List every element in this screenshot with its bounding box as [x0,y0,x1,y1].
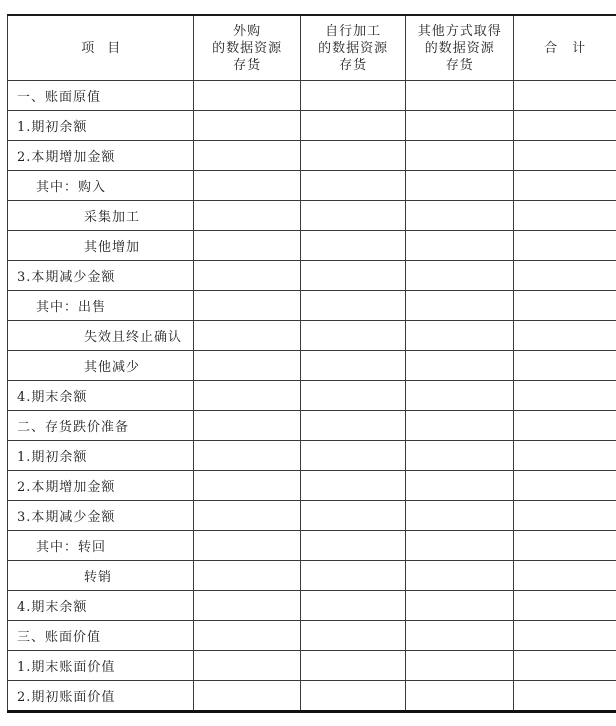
row-label: 其他减少 [8,351,194,381]
row-label: 其他增加 [8,231,194,261]
value-cell [194,81,300,111]
value-cell [300,351,405,381]
value-cell [514,381,616,411]
row-label: 转销 [8,561,194,591]
value-cell [514,231,616,261]
header-self-processed-line-2: 的数据资源 [318,40,389,56]
value-cell [194,651,300,681]
value-cell [300,591,405,621]
value-cell [194,471,300,501]
table-row [8,531,616,561]
value-cell [514,561,616,591]
value-cell [406,561,514,591]
value-cell [406,591,514,621]
row-label: 3.本期减少金额 [8,501,194,531]
table-row [8,351,616,381]
table-body [8,81,616,712]
header-purchased [194,15,300,81]
value-cell [514,351,616,381]
value-cell [406,681,514,712]
value-cell [300,171,405,201]
table-row [8,291,616,321]
header-other-acquired [406,15,514,81]
value-cell [194,111,300,141]
value-cell [194,441,300,471]
row-label: 失效且终止确认 [8,321,194,351]
value-cell [406,141,514,171]
data-resource-inventory-table [7,14,616,713]
table-row [8,231,616,261]
value-cell [194,561,300,591]
value-cell [514,141,616,171]
row-label: 3.本期减少金额 [8,261,194,291]
row-label: 采集加工 [8,201,194,231]
value-cell [300,111,405,141]
value-cell [300,321,405,351]
value-cell [300,81,405,111]
table-row [8,471,616,501]
value-cell [514,291,616,321]
table-row [8,441,616,471]
value-cell [194,351,300,381]
table-row [8,171,616,201]
value-cell [300,531,405,561]
value-cell [514,171,616,201]
value-cell [514,441,616,471]
row-label: 4.期末余额 [8,591,194,621]
row-label: 2.本期增加金额 [8,141,194,171]
value-cell [194,321,300,351]
value-cell [300,621,405,651]
value-cell [406,381,514,411]
header-total-text: 合 计 [544,40,587,56]
value-cell [406,231,514,261]
table-row [8,411,616,441]
value-cell [514,621,616,651]
value-cell [300,441,405,471]
header-self-processed-line-3: 存货 [339,57,368,73]
value-cell [300,141,405,171]
value-cell [514,651,616,681]
table-row [8,381,616,411]
row-label: 其中：转回 [8,531,194,561]
row-label: 其中：购入 [8,171,194,201]
table-row [8,261,616,291]
value-cell [514,201,616,231]
value-cell [514,111,616,141]
header-purchased-line-1: 外购 [233,23,262,39]
value-cell [514,81,616,111]
value-cell [514,501,616,531]
value-cell [194,411,300,441]
row-label: 三、账面价值 [8,621,194,651]
table-row [8,81,616,111]
table-row [8,591,616,621]
value-cell [406,291,514,321]
value-cell [300,231,405,261]
value-cell [194,591,300,621]
value-cell [194,231,300,261]
value-cell [406,441,514,471]
table-row [8,201,616,231]
row-label: 其中：出售 [8,291,194,321]
row-label: 1.期初余额 [8,441,194,471]
value-cell [406,651,514,681]
table-row [8,321,616,351]
value-cell [514,681,616,712]
table-row [8,501,616,531]
value-cell [514,471,616,501]
value-cell [300,561,405,591]
value-cell [194,501,300,531]
value-cell [194,381,300,411]
row-label: 二、存货跌价准备 [8,411,194,441]
value-cell [406,471,514,501]
table-row [8,681,616,712]
value-cell [300,651,405,681]
value-cell [194,621,300,651]
row-label: 4.期末余额 [8,381,194,411]
header-other-acquired-line-3: 存货 [445,57,474,73]
row-label: 2.本期增加金额 [8,471,194,501]
header-other-acquired-line-1: 其他方式取得 [417,23,502,39]
table-header-row [8,15,616,81]
value-cell [300,411,405,441]
value-cell [406,621,514,651]
value-cell [194,531,300,561]
value-cell [406,411,514,441]
value-cell [514,531,616,561]
value-cell [406,171,514,201]
value-cell [406,501,514,531]
header-purchased-line-3: 存货 [233,57,262,73]
header-purchased-line-2: 的数据资源 [212,40,283,56]
value-cell [300,291,405,321]
value-cell [194,681,300,712]
value-cell [406,81,514,111]
value-cell [406,351,514,381]
table-row [8,111,616,141]
row-label: 1.期末账面价值 [8,651,194,681]
row-label: 1.期初余额 [8,111,194,141]
value-cell [406,261,514,291]
value-cell [300,201,405,231]
header-self-processed [300,15,405,81]
value-cell [300,471,405,501]
value-cell [406,321,514,351]
table-row [8,561,616,591]
value-cell [194,261,300,291]
row-label: 2.期初账面价值 [8,681,194,712]
value-cell [194,291,300,321]
value-cell [514,591,616,621]
row-label: 一、账面原值 [8,81,194,111]
value-cell [514,261,616,291]
header-item-text: 项 目 [81,40,121,56]
value-cell [300,681,405,712]
table-row [8,621,616,651]
value-cell [194,201,300,231]
table-row [8,651,616,681]
value-cell [300,381,405,411]
value-cell [406,201,514,231]
value-cell [406,111,514,141]
header-self-processed-line-1: 自行加工 [325,23,382,39]
value-cell [514,321,616,351]
value-cell [194,171,300,201]
table-row [8,141,616,171]
header-total [514,15,616,81]
header-item [8,15,194,81]
value-cell [406,531,514,561]
value-cell [194,141,300,171]
value-cell [514,411,616,441]
value-cell [300,501,405,531]
value-cell [300,261,405,291]
header-other-acquired-line-2: 的数据资源 [424,40,495,56]
